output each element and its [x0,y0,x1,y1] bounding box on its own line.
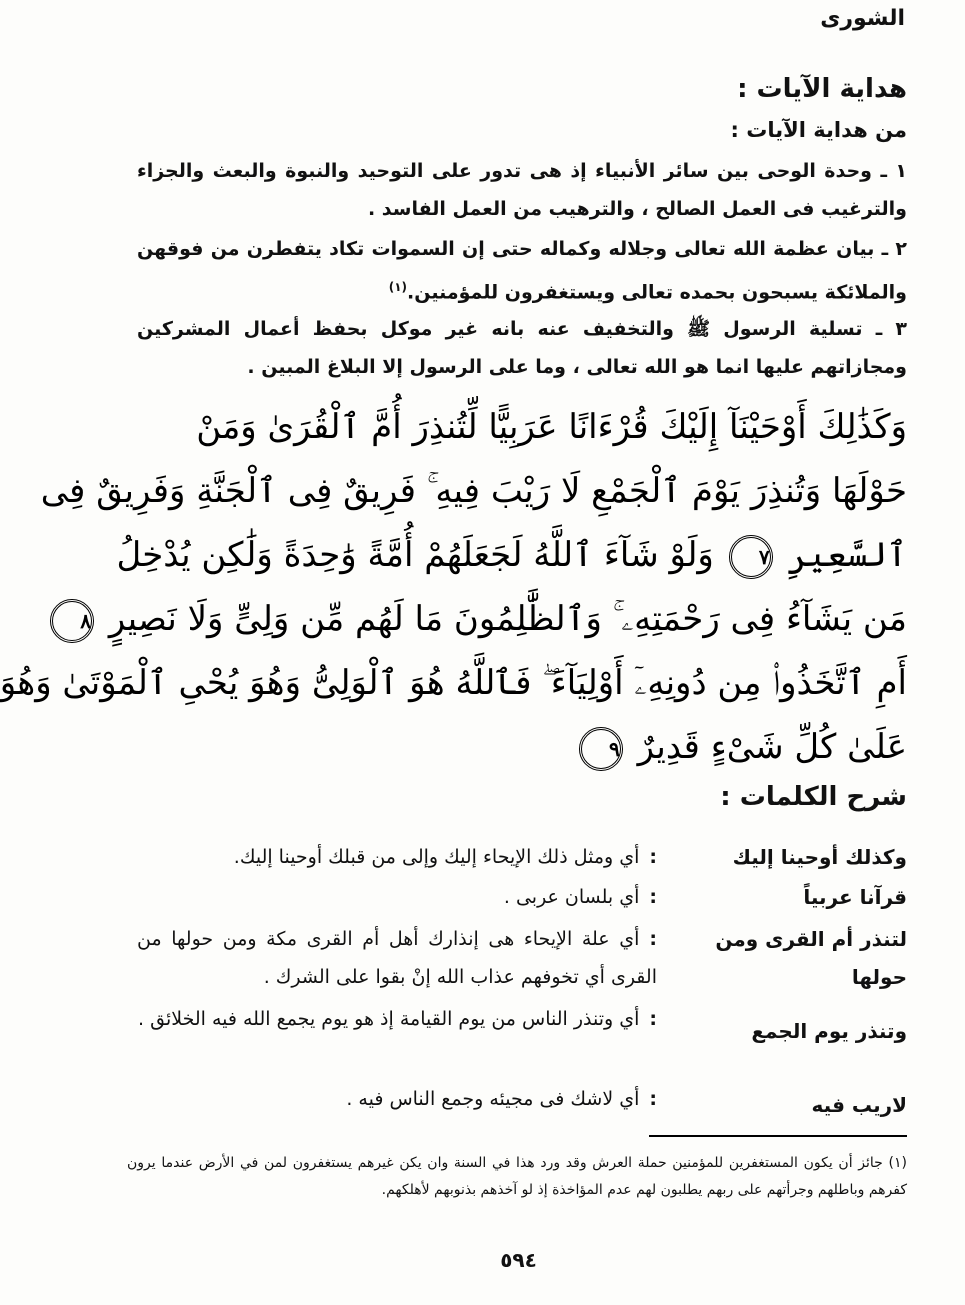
page-number: ٥٩٤ [500,1248,537,1272]
footnote-reference: (١) [388,280,408,294]
glossary-entry [127,838,907,876]
guidance-point-text: ٢ ـ بيان عظمة الله تعالى وجلاله وكماله حتى إن السموات تكاد يتفطرن من فوقهن والملائكة يسبحون بحمده تعالى ويستغفرون للمؤمنين. [137,238,907,304]
verse-text: وَلَوْ شَآءَ ٱللَّهُ لَجَعَلَهُمْ أُمَّةً وَٰحِدَةً وَلَٰكِن يُدْخِلُ [116,535,714,575]
guidance-point-1 [137,152,907,228]
verse-line: حَوْلَهَا وَتُنذِرَ يَوْمَ ٱلْجَمْعِ لَا رَيْبَ فِيهِ ۚ فَرِيقٌ فِى ٱلْجَنَّةِ وَفَرِيقٌ فِى [40,471,907,511]
glossary-definition [137,920,657,996]
glossary-entry [127,1080,907,1118]
guidance-subheading: من هداية الآيات : [730,118,907,142]
guidance-point-3 [137,310,907,386]
glossary-term: قرآنا عربياً [803,885,907,909]
glossary-definition-text: أي بلسان عربى . [503,886,640,908]
glossary-term: وكذلك أوحينا إليك [732,845,907,869]
glossary-definition-text: أي وتنذر الناس من يوم القيامة إذ هو يوم يجمع الله فيه الخلائق . [138,1008,640,1030]
guidance-heading: هداية الآيات : [737,74,907,104]
verse-line: وَكَذَٰلِكَ أَوْحَيْنَآ إِلَيْكَ قُرْءَانًا عَرَبِيًّا لِّتُنذِرَ أُمَّ ٱلْقُرَىٰ وَمَنْ [196,407,907,447]
glossary-entry [127,920,907,996]
verse-text: مَن يَشَآءُ فِى رَحْمَتِهِۦ ۚ وَٱلظَّٰلِمُونَ مَا لَهُم مِّن وَلِىٍّ وَلَا نَصِيرٍ [108,599,907,639]
verse-line [80,587,907,651]
footnote: (١) جائز أن يكون المستغفرين للمؤمنين حملة العرش وقد ورد هذا في السنة وان يكن غيرهم يستغفرون لمن في الأرض عندما يرون كفرهم وباطلهم وجرأتهم على ربهم يطلبون لهم عدم المؤاخذة إذ لو آخذهم بذنوبهم لأهلكهم. [127,1155,907,1198]
ayah-number-marker: ٩ [579,727,623,771]
glossary-colon: : [649,846,657,868]
glossary-entry [127,878,907,916]
verse-line: أَمِ ٱتَّخَذُوا۟ مِن دُونِهِۦٓ أَوْلِيَآءَ ۖ فَٱللَّهُ هُوَ ٱلْوَلِىُّ وَهُوَ يُحْىِ ٱلْمَوْتَىٰ وَهُوَ [0,663,907,703]
glossary-definition-text: أي لاشك فى مجيئه وجمع الناس فيه . [346,1088,640,1110]
ayah-number-marker: ٧ [729,535,773,579]
glossary-term: وتنذر يوم الجمع [751,1019,907,1043]
ayah-number-marker: ٨ [50,599,94,643]
glossary-colon: : [649,1088,657,1110]
guidance-point-text: ٣ ـ تسلية الرسول ﷺ والتخفيف عنه بانه غير موكل بحفظ أعمال المشركين ومجازاتهم عليها انما هو الله تعالى ، وما على الرسول إلا البلاغ المبين . [137,318,907,378]
glossary-heading: شرح الكلمات : [720,782,907,812]
verse-line [307,715,907,779]
glossary-term: لاريب فيه [811,1093,907,1117]
glossary-definition-text: أي ومثل ذلك الإيحاء إليك وإلى من قبلك أوحينا إليك. [233,846,640,868]
glossary-definition-text: أي علة الإيحاء هى إنذارك أهل أم القرى مكة ومن حولها من القرى أي تخوفهم عذاب الله إنْ بقوا على الشرك . [137,928,657,988]
glossary-definition [137,1000,657,1038]
glossary-term: لتنذر أم القرى ومن حولها [715,927,907,989]
glossary-entry [127,1000,907,1076]
glossary-definition [137,1080,657,1118]
footnote-divider [649,1135,907,1137]
quran-verses [0,395,907,779]
glossary-colon: : [649,1008,657,1030]
glossary-colon: : [649,928,657,950]
glossary-definition [137,878,657,916]
running-header: الشورى [820,6,905,31]
verse-line [116,523,907,587]
verse-text: عَلَىٰ كُلِّ شَىْءٍ قَدِيرٌ [637,727,907,767]
guidance-point-text: ١ ـ وحدة الوحى بين سائر الأنبياء إذ هى تدور على التوحيد والنبوة والبعث والجزاء والترغيب فى العمل الصالح ، والترهيب من العمل الفاسد . [137,160,907,220]
glossary-colon: : [649,886,657,908]
verse-text: ٱلسَّعِيرِ [787,535,907,575]
glossary-definition [137,838,657,876]
guidance-point-2 [137,230,907,311]
